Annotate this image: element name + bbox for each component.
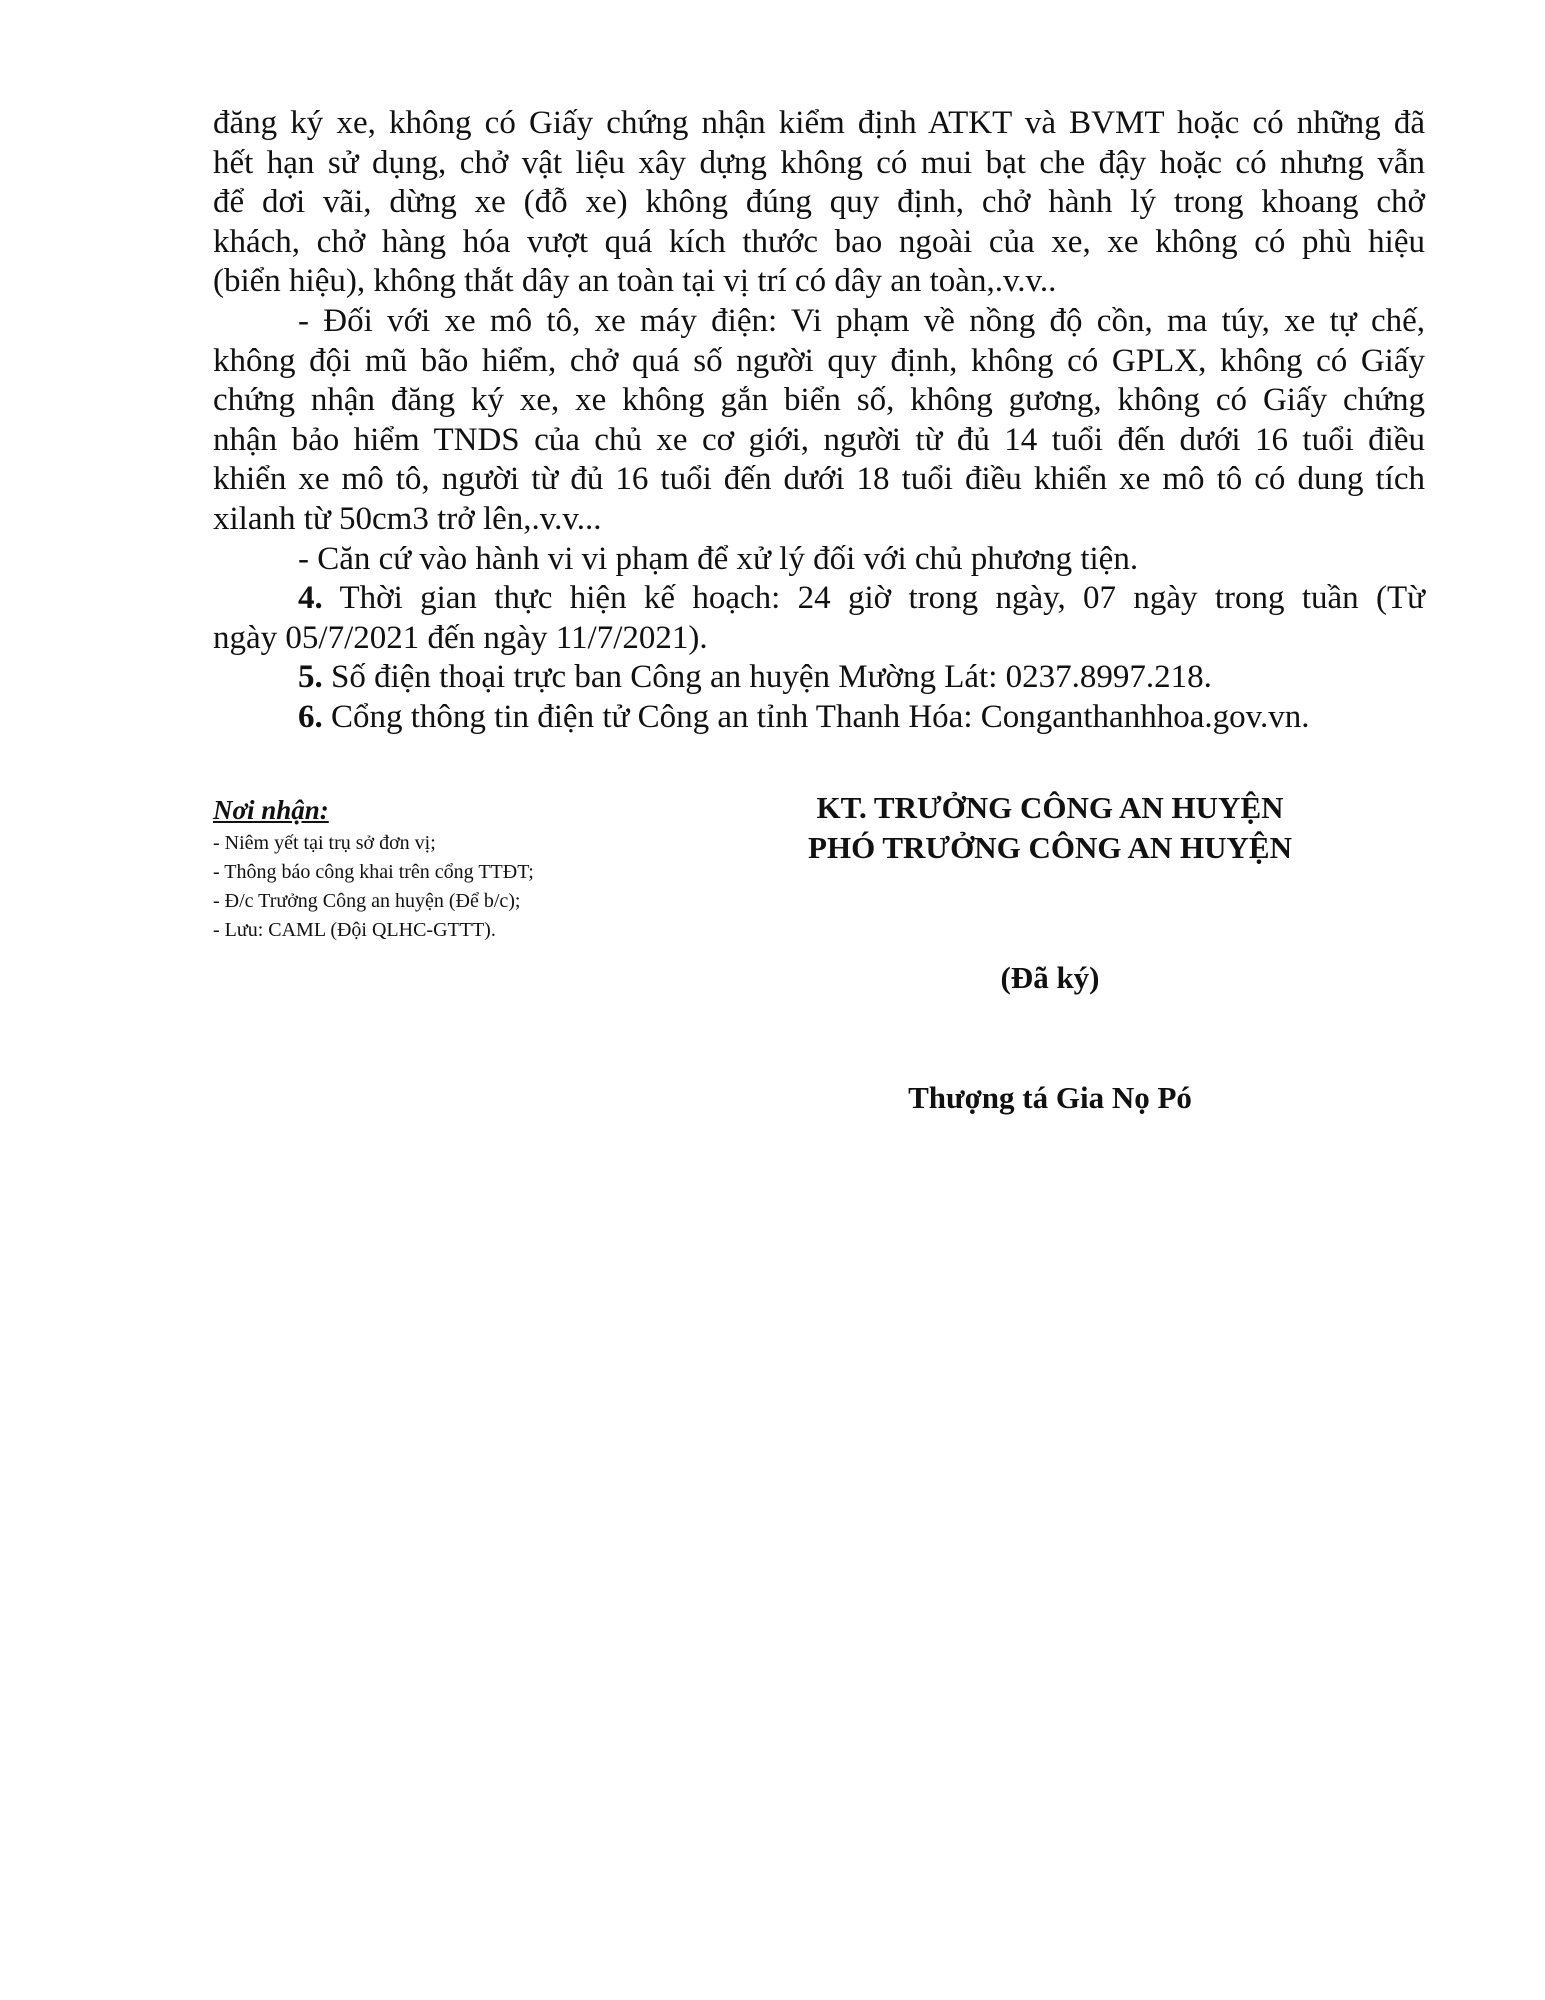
recipient-item: - Niêm yết tại trụ sở đơn vị;	[213, 832, 436, 854]
paragraph-line: chứng nhận đăng ký xe, xe không gắn biển số, không gương, không có Giấy chứng	[213, 382, 1425, 419]
item-number: 5.	[298, 659, 323, 696]
recipients-list	[213, 829, 733, 945]
item-text: Thời gian thực hiện kế hoạch: 24 giờ trong ngày, 07 ngày trong tuần (Từ	[339, 580, 1425, 617]
recipient-item: - Đ/c Trưởng Công an huyện (Để b/c);	[213, 890, 521, 912]
document-body	[213, 104, 1425, 738]
paragraph-line: - Đối với xe mô tô, xe máy điện: Vi phạm về nồng độ cồn, ma túy, xe tự chế,	[298, 302, 1425, 339]
item-4-line-2: ngày 05/7/2021 đến ngày 11/7/2021).	[213, 619, 708, 656]
paragraph-line: (biển hiệu), không thắt dây an toàn tại vị trí có dây an toàn,.v.v..	[213, 263, 1057, 300]
item-6-portal	[213, 698, 1425, 738]
paragraph-line: đăng ký xe, không có Giấy chứng nhận kiểm định ATKT và BVMT hoặc có những đã	[213, 105, 1425, 141]
item-text: Cổng thông tin điện tử Công an tỉnh Thanh Hóa: Conganthanhhoa.gov.vn.	[331, 698, 1310, 735]
signature-title-block	[780, 788, 1320, 868]
paragraph-line: nhận bảo hiểm TNDS của chủ xe cơ giới, người từ đủ 14 tuổi đến dưới 16 tuổi điều	[213, 421, 1425, 458]
paragraph-vehicle-violations	[213, 104, 1425, 302]
paragraph-line: để dơi vãi, dừng xe (đỗ xe) không đúng quy định, chở hành lý trong khoang chở	[213, 184, 1425, 221]
paragraph-owner-handling: - Căn cứ vào hành vi vi phạm để xử lý đối với chủ phương tiện.	[298, 540, 1139, 577]
signature-position-line: PHÓ TRƯỞNG CÔNG AN HUYỆN	[808, 830, 1292, 865]
signed-note: (Đã ký)	[1000, 960, 1100, 995]
item-4-line-1	[213, 579, 1425, 619]
recipients-block	[213, 793, 733, 945]
paragraph-line: không đội mũ bão hiểm, chở quá số người quy định, không có GPLX, không có Giấy	[213, 342, 1425, 379]
item-number: 6.	[298, 698, 323, 735]
recipient-item: - Thông báo công khai trên cổng TTĐT;	[213, 861, 534, 883]
item-number: 4.	[298, 580, 323, 617]
signature-authority-line: KT. TRƯỞNG CÔNG AN HUYỆN	[816, 790, 1284, 825]
signer-name: Thượng tá Gia Nọ Pó	[908, 1080, 1192, 1115]
item-5-phone	[213, 658, 1425, 698]
item-4-time	[213, 579, 1425, 658]
recipient-item: - Lưu: CAML (Đội QLHC-GTTT).	[213, 919, 496, 941]
paragraph-line: khách, chở hàng hóa vượt quá kích thước bao ngoài của xe, xe không có phù hiệu	[213, 223, 1425, 260]
item-text: Số điện thoại trực ban Công an huyện Mường Lát: 0237.8997.218.	[331, 659, 1212, 696]
recipients-title: Nơi nhận:	[213, 795, 329, 825]
paragraph-motorbike-violations	[213, 302, 1425, 540]
paragraph-line: hết hạn sử dụng, chở vật liệu xây dựng không có mui bạt che đậy hoặc có nhưng vẫn	[213, 144, 1425, 181]
paragraph-line: khiển xe mô tô, người từ đủ 16 tuổi đến dưới 18 tuổi điều khiển xe mô tô có dung tích	[213, 461, 1425, 498]
paragraph-line: xilanh từ 50cm3 trở lên,.v.v...	[213, 500, 602, 537]
